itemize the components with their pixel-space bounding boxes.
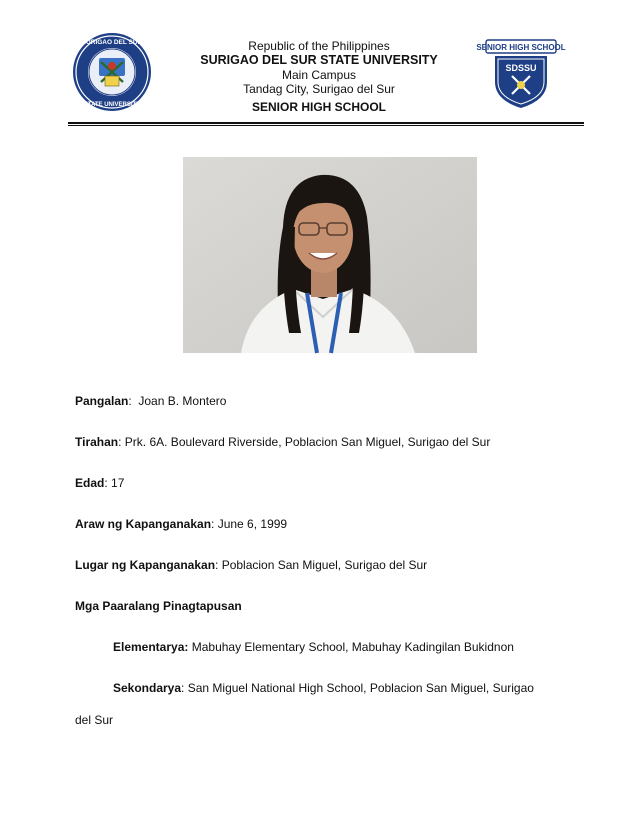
secondary-value: San Miguel National High School, Poblacion San Miguel, Surigao	[187, 681, 534, 695]
birthplace-value: Poblacion San Miguel, Surigao del Sur	[221, 558, 428, 572]
header-divider-thin	[68, 125, 584, 126]
birthplace-row: Lugar ng Kapanganakan: Poblacion San Miguel, Surigao del Sur	[75, 558, 428, 572]
address-value: Prk. 6A. Boulevard Riverside, Poblacion San Miguel, Surigao del Sur	[124, 435, 491, 449]
elementary-row	[113, 640, 514, 654]
elementary-label: Elementarya:	[113, 640, 189, 654]
svg-text:SURIGAO DEL SUR: SURIGAO DEL SUR	[81, 39, 143, 46]
student-portrait	[183, 157, 477, 353]
schools-heading-text: Mga Paaralang Pinagtapusan	[75, 599, 242, 613]
birthday-label: Araw ng Kapanganakan	[75, 517, 212, 531]
address-row: Tirahan: Prk. 6A. Boulevard Riverside, Poblacion San Miguel, Surigao del Sur	[75, 435, 491, 449]
secondary-row: Sekondarya: San Miguel National High School, Poblacion San Miguel, Surigao	[113, 681, 534, 695]
university-name: SURIGAO DEL SUR STATE UNIVERSITY	[200, 53, 438, 67]
secondary-value-cont: del Sur	[75, 713, 114, 727]
department-name: SENIOR HIGH SCHOOL	[251, 100, 386, 114]
name-label: Pangalan	[75, 394, 129, 408]
address-label: Tirahan	[75, 435, 119, 449]
svg-text:SENIOR HIGH SCHOOL: SENIOR HIGH SCHOOL	[476, 43, 566, 52]
age-label: Edad	[75, 476, 105, 490]
secondary-label: Sekondarya	[113, 681, 182, 695]
svg-text:SDSSU: SDSSU	[505, 63, 537, 73]
name-row: Pangalan: Joan B. Montero	[75, 394, 227, 408]
age-value: 17	[111, 476, 125, 490]
birthday-value: June 6, 1999	[217, 517, 288, 531]
birthday-row: Araw ng Kapanganakan: June 6, 1999	[75, 517, 288, 531]
document-header	[0, 0, 638, 130]
header-divider	[68, 122, 584, 124]
campus-address: Tandag City, Surigao del Sur	[243, 82, 395, 96]
republic-line: Republic of the Philippines	[248, 39, 390, 53]
name-value: Joan B. Montero	[138, 394, 227, 408]
elementary-value: Mabuhay Elementary School, Mabuhay Kadingilan Bukidnon	[191, 640, 514, 654]
age-row: Edad: 17	[75, 476, 125, 490]
secondary-row-continuation	[75, 713, 113, 727]
schools-heading	[75, 599, 242, 613]
svg-text:STATE UNIVERSITY: STATE UNIVERSITY	[83, 102, 141, 108]
birthplace-label: Lugar ng Kapanganakan	[75, 558, 216, 572]
campus-name: Main Campus	[281, 68, 357, 82]
